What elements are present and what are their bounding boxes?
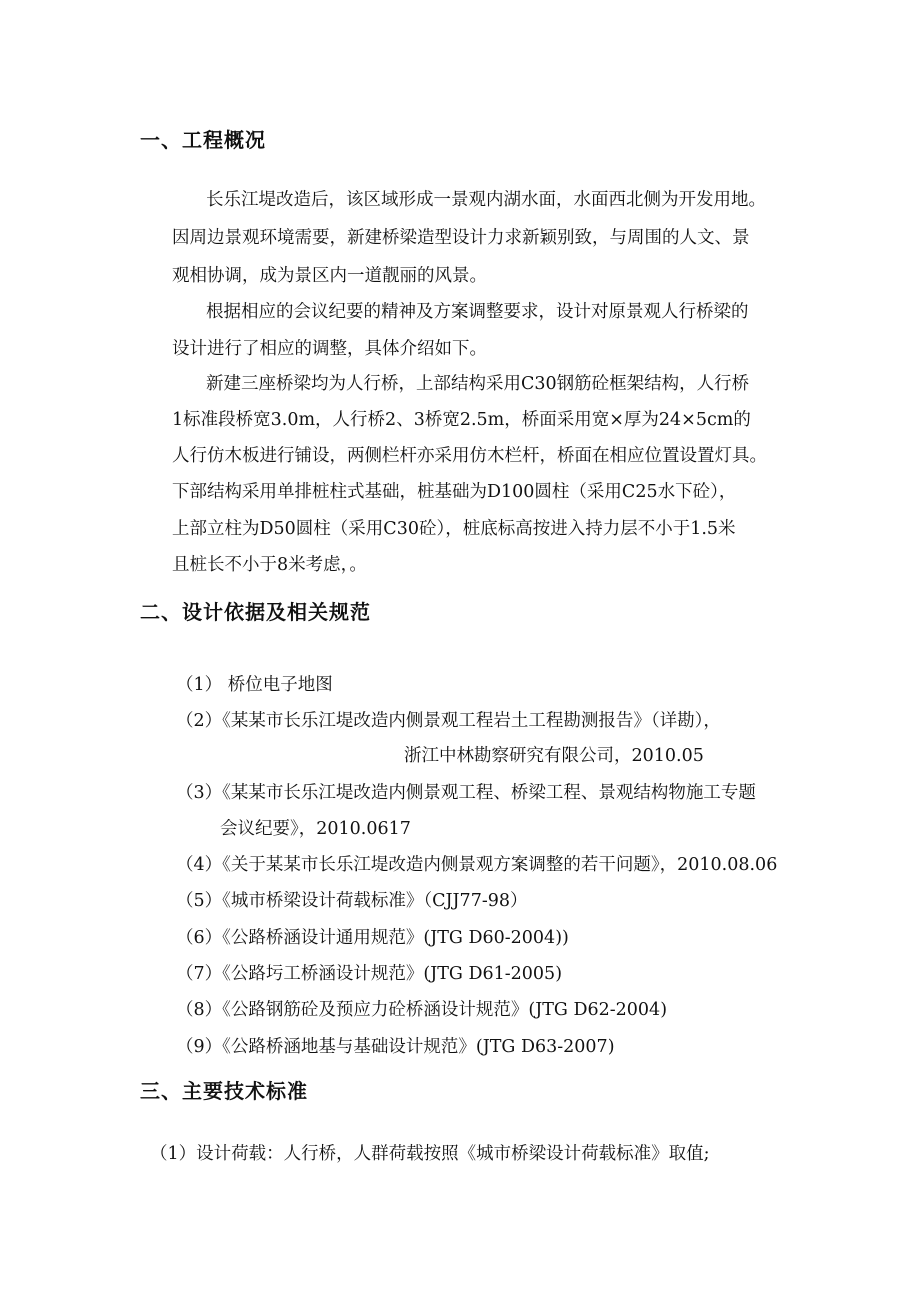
paragraph-line: 设计进行了相应的调整，具体介绍如下。 — [172, 339, 487, 359]
reference-item: （9）《公路桥涵地基与基础设计规范》(JTG D63-2007) — [176, 1037, 615, 1057]
paragraph-line: 下部结构采用单排桩柱式基础，桩基础为D100圆柱（采用C25水下砼）， — [172, 482, 737, 502]
reference-item: （5）《城市桥梁设计荷载标准》（CJJ77-98） — [176, 891, 528, 911]
reference-item: （6）《公路桥涵设计通用规范》(JTG D60-2004)) — [176, 928, 569, 948]
paragraph-line: 上部立柱为D50圆柱（采用C30砼），桩底标高按进入持力层不小于1.5米 — [172, 519, 736, 539]
paragraph-line: 人行仿木板进行铺设，两侧栏杆亦采用仿木栏杆，桥面在相应位置设置灯具。 — [172, 446, 767, 466]
paragraph-line: 新建三座桥梁均为人行桥，上部结构采用C30钢筋砼框架结构，人行桥 — [206, 374, 750, 394]
section-heading-overview: 一、工程概况 — [140, 128, 266, 152]
reference-item: （8）《公路钢筋砼及预应力砼桥涵设计规范》(JTG D62-2004) — [176, 1000, 668, 1020]
paragraph-line: 1标准段桥宽3.0m，人行桥2、3桥宽2.5m，桥面采用宽×厚为24×5cm的 — [172, 410, 751, 430]
reference-item: （2）《某某市长乐江堤改造内侧景观工程岩土工程勘测报告》（详勘）， — [176, 711, 721, 731]
reference-item: （7）《公路圬工桥涵设计规范》(JTG D61-2005) — [176, 964, 563, 984]
paragraph-line: 观相协调，成为景区内一道靓丽的风景。 — [172, 266, 487, 286]
standard-item: （1）设计荷载：人行桥，人群荷载按照《城市桥梁设计荷载标准》取值; — [150, 1144, 710, 1164]
paragraph-line: 长乐江堤改造后，该区域形成一景观内湖水面，水面西北侧为开发用地。 — [206, 190, 766, 210]
section-heading-technical-standards: 三、主要技术标准 — [140, 1079, 308, 1103]
section-heading-design-basis: 二、设计依据及相关规范 — [140, 600, 371, 624]
reference-item-continuation: 浙江中林勘察研究有限公司，2010.05 — [404, 746, 704, 766]
reference-item: （1） 桥位电子地图 — [176, 675, 333, 695]
paragraph-line: 因周边景观环境需要，新建桥梁造型设计力求新颖别致，与周围的人文、景 — [172, 228, 750, 248]
paragraph-line: 且桩长不小于8米考虑，。 — [172, 555, 367, 575]
paragraph-line: 根据相应的会议纪要的精神及方案调整要求，设计对原景观人行桥梁的 — [206, 302, 749, 322]
reference-item-continuation: 会议纪要》，2010.0617 — [220, 819, 411, 839]
reference-item: （4）《关于某某市长乐江堤改造内侧景观方案调整的若干问题》，2010.08.06 — [176, 855, 778, 875]
reference-item: （3）《某某市长乐江堤改造内侧景观工程、桥梁工程、景观结构物施工专题 — [176, 783, 756, 803]
